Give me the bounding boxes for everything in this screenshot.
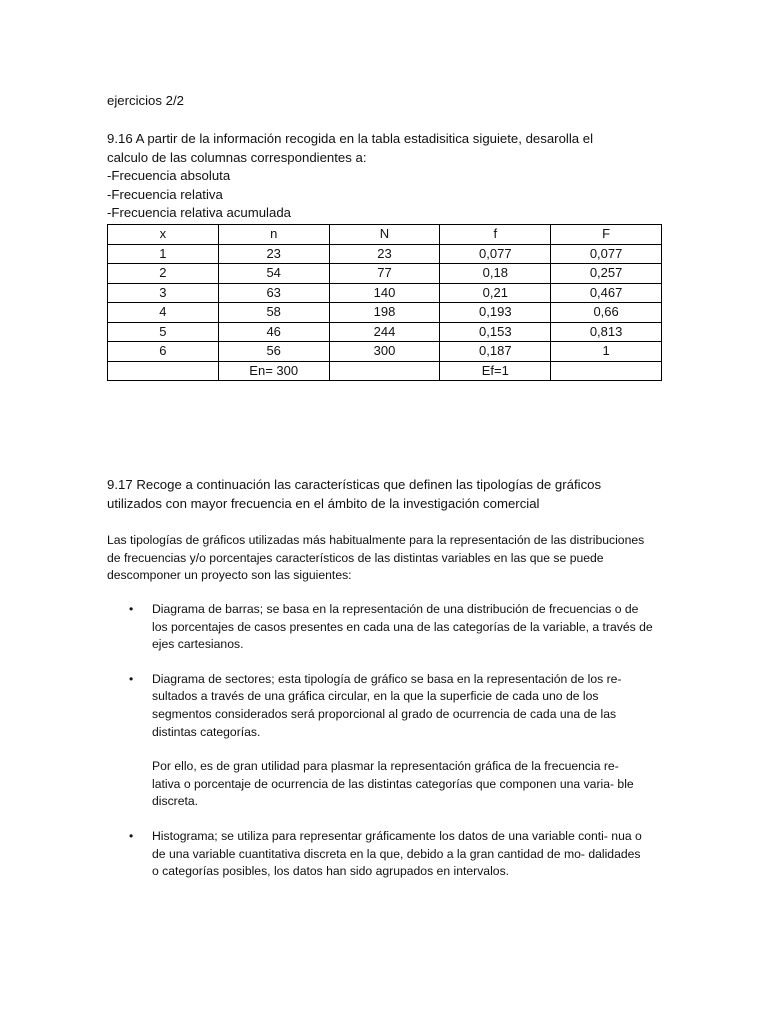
exercise-line: -Frecuencia relativa acumulada	[107, 205, 291, 220]
table-header-cell: N	[329, 225, 440, 245]
bullet-icon: •	[129, 602, 134, 616]
paragraph-line: de una variable cuantitativa discreta en la que, debido a la gran cantidad de mo- dalidades	[152, 846, 641, 861]
table-header-cell: n	[218, 225, 329, 245]
table-row	[108, 322, 662, 342]
table-cell: 77	[329, 264, 440, 284]
bullet-icon: •	[129, 671, 134, 686]
exercise-line: -Frecuencia relativa	[107, 186, 223, 202]
table-cell: 0,153	[440, 322, 551, 342]
frequency-table	[107, 224, 662, 381]
paragraph-line: discreta.	[152, 794, 199, 809]
page-header-label: ejercicios 2/2	[107, 93, 184, 108]
exercise-line: -Frecuencia absoluta	[107, 168, 231, 183]
table-cell	[551, 361, 662, 381]
table-cell: 4	[108, 303, 219, 323]
table-cell: 2	[108, 264, 219, 284]
table-cell: 3	[108, 283, 219, 303]
exercise-line: utilizados con mayor frecuencia en el ámbito de la investigación comercial	[107, 495, 540, 511]
exercise-line: 9.16 A partir de la información recogida en la tabla estadisitica siguiete, desarolla el	[107, 131, 594, 146]
table-cell: 58	[218, 303, 329, 323]
exercise-9-17-statement	[107, 476, 667, 513]
table-cell: 56	[218, 342, 329, 362]
table-row	[108, 342, 662, 362]
table-cell: 0,193	[440, 303, 551, 323]
table-cell: 1	[551, 342, 662, 362]
list-item-pie-chart	[107, 671, 667, 811]
paragraph-line: los porcentajes de casos presentes en cada una de las categorías de la variable, a través de	[152, 619, 653, 634]
table-cell: 0,21	[440, 283, 551, 303]
table-cell: 1	[108, 244, 219, 264]
table-cell: 140	[329, 283, 440, 303]
paragraph-line: Histograma; se utiliza para representar gráficamente los datos de una variable conti- nua o	[152, 828, 642, 843]
paragraph-line: ejes cartesianos.	[152, 637, 244, 652]
table-row	[108, 303, 662, 323]
paragraph-line: lativa o porcentaje de ocurrencia de las distintas categorías que componen una varia- ble	[152, 776, 634, 791]
paragraph-line: distintas categorías.	[152, 724, 261, 739]
table-cell	[329, 361, 440, 381]
table-header-cell: x	[108, 225, 219, 245]
table-header-row	[108, 225, 662, 245]
table-cell	[108, 361, 219, 381]
bullet-icon: •	[129, 828, 134, 843]
table-cell: 23	[329, 244, 440, 264]
table-row	[108, 244, 662, 264]
paragraph-line: Diagrama de barras; se basa en la representación de una distribución de frecuencias o de	[152, 602, 639, 616]
table-row	[108, 264, 662, 284]
table-cell: En= 300	[218, 361, 329, 381]
paragraph-line: de frecuencias y/o porcentajes característicos de las distintas variables en las que se puede	[107, 550, 604, 565]
paragraph-line: Por ello, es de gran utilidad para plasmar la representación gráfica de la frecuencia re-	[152, 759, 619, 774]
table-cell: 0,66	[551, 303, 662, 323]
table-row	[108, 283, 662, 303]
table-cell: 0,187	[440, 342, 551, 362]
list-item-histogram	[107, 828, 667, 881]
table-cell: 23	[218, 244, 329, 264]
paragraph-line: Las tipologías de gráficos utilizadas más habitualmente para la representación de las distribuciones	[107, 533, 645, 547]
paragraph-line: segmentos considerados será proporcional al grado de ocurrencia de cada una de las	[152, 706, 617, 721]
table-cell: 300	[329, 342, 440, 362]
paragraph-line: descomponer un proyecto son las siguientes:	[107, 568, 352, 583]
chart-types-bullet-list	[107, 601, 667, 898]
table-cell: 0,467	[551, 283, 662, 303]
table-cell: 0,077	[440, 244, 551, 264]
table-cell: 5	[108, 322, 219, 342]
table-cell: Ef=1	[440, 361, 551, 381]
table-cell: 0,813	[551, 322, 662, 342]
table-cell: 6	[108, 342, 219, 362]
exercise-line: calculo de las columnas correspondientes a:	[107, 149, 367, 165]
table-cell: 0,077	[551, 244, 662, 264]
intro-paragraph	[107, 532, 667, 585]
table-cell: 63	[218, 283, 329, 303]
exercise-9-16-statement	[107, 130, 667, 223]
table-totals-row	[108, 361, 662, 381]
table-header-cell: F	[551, 225, 662, 245]
table-cell: 0,257	[551, 264, 662, 284]
table-cell: 0,18	[440, 264, 551, 284]
paragraph-line: Diagrama de sectores; esta tipología de gráfico se basa en la representación de los re-	[152, 671, 622, 686]
table-cell: 244	[329, 322, 440, 342]
table-cell: 54	[218, 264, 329, 284]
table-header-cell: f	[440, 225, 551, 245]
list-item-bar-chart	[107, 601, 667, 654]
paragraph-gap	[152, 741, 667, 758]
table-cell: 198	[329, 303, 440, 323]
paragraph-line: sultados a través de una gráfica circular, en la que la superficie de cada uno de los	[152, 689, 599, 704]
table-cell: 46	[218, 322, 329, 342]
paragraph-line: o categorías posibles, los datos han sido agrupados en intervalos.	[152, 864, 510, 879]
exercise-line: 9.17 Recoge a continuación las características que definen las tipologías de gráficos	[107, 477, 602, 492]
